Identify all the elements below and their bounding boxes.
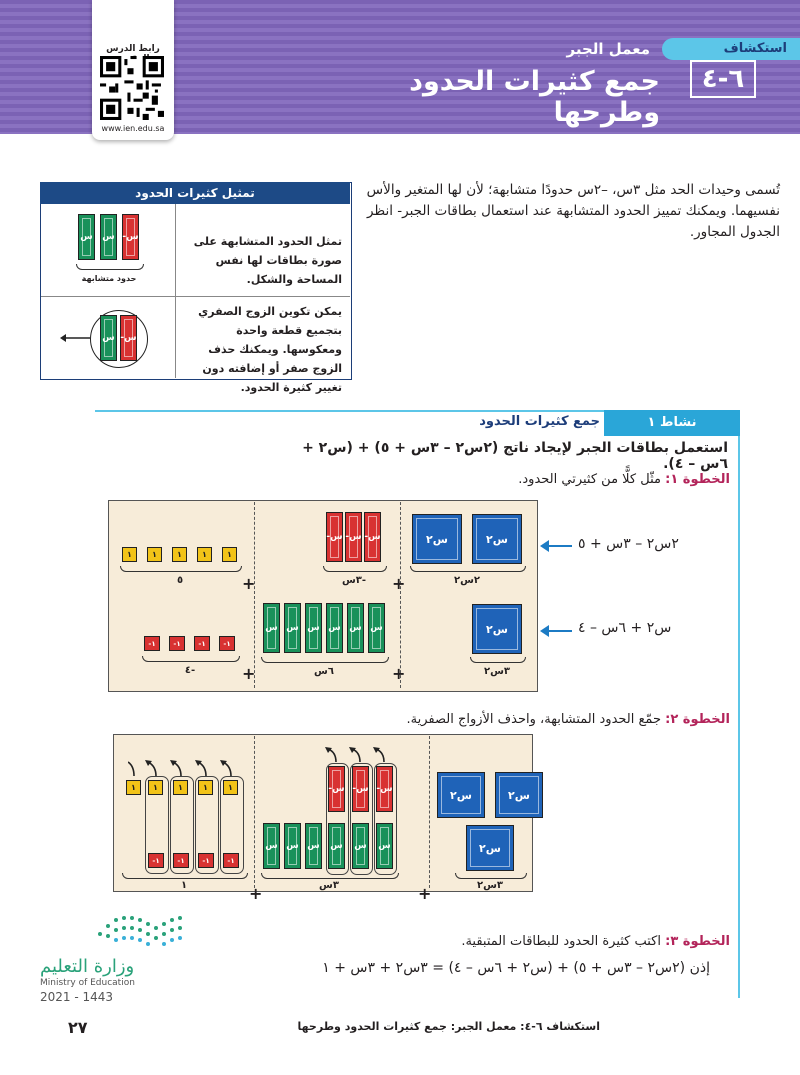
step2-label: الخطوة ٢: (665, 712, 730, 727)
x-squared-tile: س٢ (472, 514, 522, 564)
x-tile: س (376, 823, 393, 869)
unit-tile: ١ (223, 780, 238, 795)
brace (142, 656, 240, 662)
x-tile: س (284, 823, 301, 869)
step2-text: جمّع الحدود المتشابهة، واحذف الأزواج الصفرية. (406, 712, 661, 727)
x-tile: س (100, 214, 117, 260)
arrow-head-icon (540, 625, 549, 637)
x-tile: س (263, 823, 280, 869)
remove-arrows-icon (322, 744, 402, 764)
like-terms-caption: حدود متشابهة (81, 274, 137, 283)
neg-x-tile: -س (364, 512, 381, 562)
qr-url[interactable]: www.ien.edu.sa (101, 124, 165, 133)
neg-unit-tile: -١ (198, 853, 214, 868)
table-header: تمثيل كثيرات الحدود (40, 182, 350, 204)
polynomial-2: س٢ + ٦س – ٤ (578, 620, 672, 636)
neg-unit-tile: -١ (148, 853, 164, 868)
intro-paragraph: تُسمى وحيدات الحد مثل ٣س، –٢س حدودًا متشابهة؛ لأن لها المتغير والأس نفسيهما. ويمكنك تمييز الحدود المتشابهة عند استعمال بطاقات الجبر- انظر الجدول المجاور. (366, 182, 780, 240)
brace (76, 264, 144, 270)
unit-tile: ١ (148, 780, 163, 795)
activity-frame (95, 410, 740, 998)
panel-divider (254, 736, 255, 888)
brace (410, 566, 526, 572)
neg-unit-tile: -١ (219, 636, 235, 651)
group-label: ٥ (176, 575, 184, 586)
group-label: -٣س (341, 575, 367, 586)
x-tile: س (100, 315, 117, 361)
plus-sign: + (242, 574, 256, 593)
brace (470, 657, 526, 663)
activity-title: جمع كثيرات الحدود (479, 414, 600, 429)
x-squared-tile: س٢ (437, 772, 485, 818)
neg-x-tile: -س (328, 766, 345, 812)
x-squared-tile: س٢ (412, 514, 462, 564)
lesson-number: ٦-٤ (690, 60, 756, 98)
x-squared-tile: س٢ (472, 604, 522, 654)
explore-tag-label: استكشاف (723, 41, 787, 56)
neg-unit-tile: -١ (173, 853, 189, 868)
group-label: ٣س٢ (476, 880, 504, 891)
zero-pair-circle (90, 310, 148, 368)
unit-tile: ١ (172, 547, 187, 562)
step1-text: مثّل كلًّا من كثيرتي الحدود. (518, 472, 661, 487)
ministry-name: وزارة التعليم (40, 956, 135, 977)
x-squared-tile: س٢ (495, 772, 543, 818)
neg-x-tile: -س (120, 315, 137, 361)
x-tile: س (352, 823, 369, 869)
table-divider (41, 296, 350, 297)
lab-subtitle: معمل الجبر (566, 40, 650, 58)
result-equation: إذن (٢س٢ – ٣س + ٥) + (س٢ + ٦س – ٤) = ٣س٢ + ٣س + ١ (322, 960, 710, 976)
brace (120, 566, 242, 572)
brace (261, 873, 399, 879)
brace (122, 873, 248, 879)
neg-x-tile: -س (345, 512, 362, 562)
ministry-year: 2021 - 1443 (40, 990, 114, 1004)
page-footer: استكشاف ٦-٤: معمل الجبر: جمع كثيرات الحدود وطرحها (297, 1020, 600, 1033)
neg-x-tile: -س (352, 766, 369, 812)
x-tile: س (263, 603, 280, 653)
plus-sign: + (242, 664, 256, 683)
unit-tile: ١ (173, 780, 188, 795)
x-tile: س (347, 603, 364, 653)
neg-unit-tile: -١ (194, 636, 210, 651)
step1-label: الخطوة ١: (665, 472, 730, 487)
page-title: جمع كثيرات الحدود وطرحها (409, 66, 660, 128)
step1 (420, 472, 730, 487)
x-squared-tile: س٢ (466, 825, 514, 871)
group-label: ٦س (314, 666, 334, 677)
arrow-head-icon (540, 540, 549, 552)
ministry-logo-icon (96, 914, 188, 950)
plus-sign: + (249, 884, 263, 903)
x-tile: س (326, 603, 343, 653)
x-tile: س (305, 603, 322, 653)
panel-divider (429, 736, 430, 888)
neg-unit-tile: -١ (223, 853, 239, 868)
table-row2-text: يمكن تكوين الزوج الصفري بتجميع قطعة واحدة ومعكوسها. ويمكنك حذف الزوج صفر أو إضافته دون تغيير كثيرة الحدود. (198, 305, 342, 394)
plus-sign: + (392, 574, 406, 593)
group-label: ٣س (319, 880, 339, 891)
plus-sign: + (392, 664, 406, 683)
unit-tile: ١ (197, 547, 212, 562)
group-label: -٤ (184, 665, 196, 676)
unit-tile: ١ (126, 780, 141, 795)
polynomial-1: ٢س٢ – ٣س + ٥ (578, 536, 679, 552)
unit-tile: ١ (222, 547, 237, 562)
qr-label: رابط الدرس (106, 44, 160, 54)
neg-unit-tile: -١ (144, 636, 160, 651)
step3 (420, 934, 730, 949)
unit-tile: ١ (198, 780, 213, 795)
group-label: ٢س٢ (453, 575, 481, 586)
unit-tile: ١ (122, 547, 137, 562)
step2 (330, 712, 730, 727)
plus-sign: + (418, 884, 432, 903)
remove-arrows-icon (128, 756, 244, 778)
brace (261, 657, 389, 663)
x-tile: س (368, 603, 385, 653)
table-divider (175, 204, 176, 378)
neg-x-tile: -س (122, 214, 139, 260)
step3-text: اكتب كثيرة الحدود للبطاقات المتبقية. (461, 934, 661, 949)
group-label: ٣س٢ (483, 666, 511, 677)
x-tile: س (328, 823, 345, 869)
table-row1-text: تمثل الحدود المتشابهة على صورة بطاقات لها نفس المساحة والشكل. (193, 235, 342, 286)
neg-x-tile: -س (326, 512, 343, 562)
unit-tile: ١ (147, 547, 162, 562)
ministry-english: Ministry of Education (40, 978, 135, 988)
activity-tab: نشاط ١ (604, 410, 740, 436)
x-tile: س (78, 214, 95, 260)
x-tile: س (284, 603, 301, 653)
step3-label: الخطوة ٣: (665, 934, 730, 949)
group-label: ١ (180, 880, 188, 891)
x-tile: س (305, 823, 322, 869)
neg-unit-tile: -١ (169, 636, 185, 651)
qr-code-icon[interactable] (100, 56, 164, 120)
activity-instruction: استعمل بطاقات الجبر لإيجاد ناتج (٢س٢ – ٣س + ٥) + (س٢ + ٦س – ٤). (302, 440, 728, 472)
page-number: ٢٧ (68, 1018, 88, 1037)
neg-x-tile: -س (376, 766, 393, 812)
remove-arrow-icon (58, 330, 92, 346)
panel-divider (400, 502, 401, 688)
brace (323, 566, 387, 572)
panel-divider (254, 502, 255, 688)
brace (455, 873, 527, 879)
